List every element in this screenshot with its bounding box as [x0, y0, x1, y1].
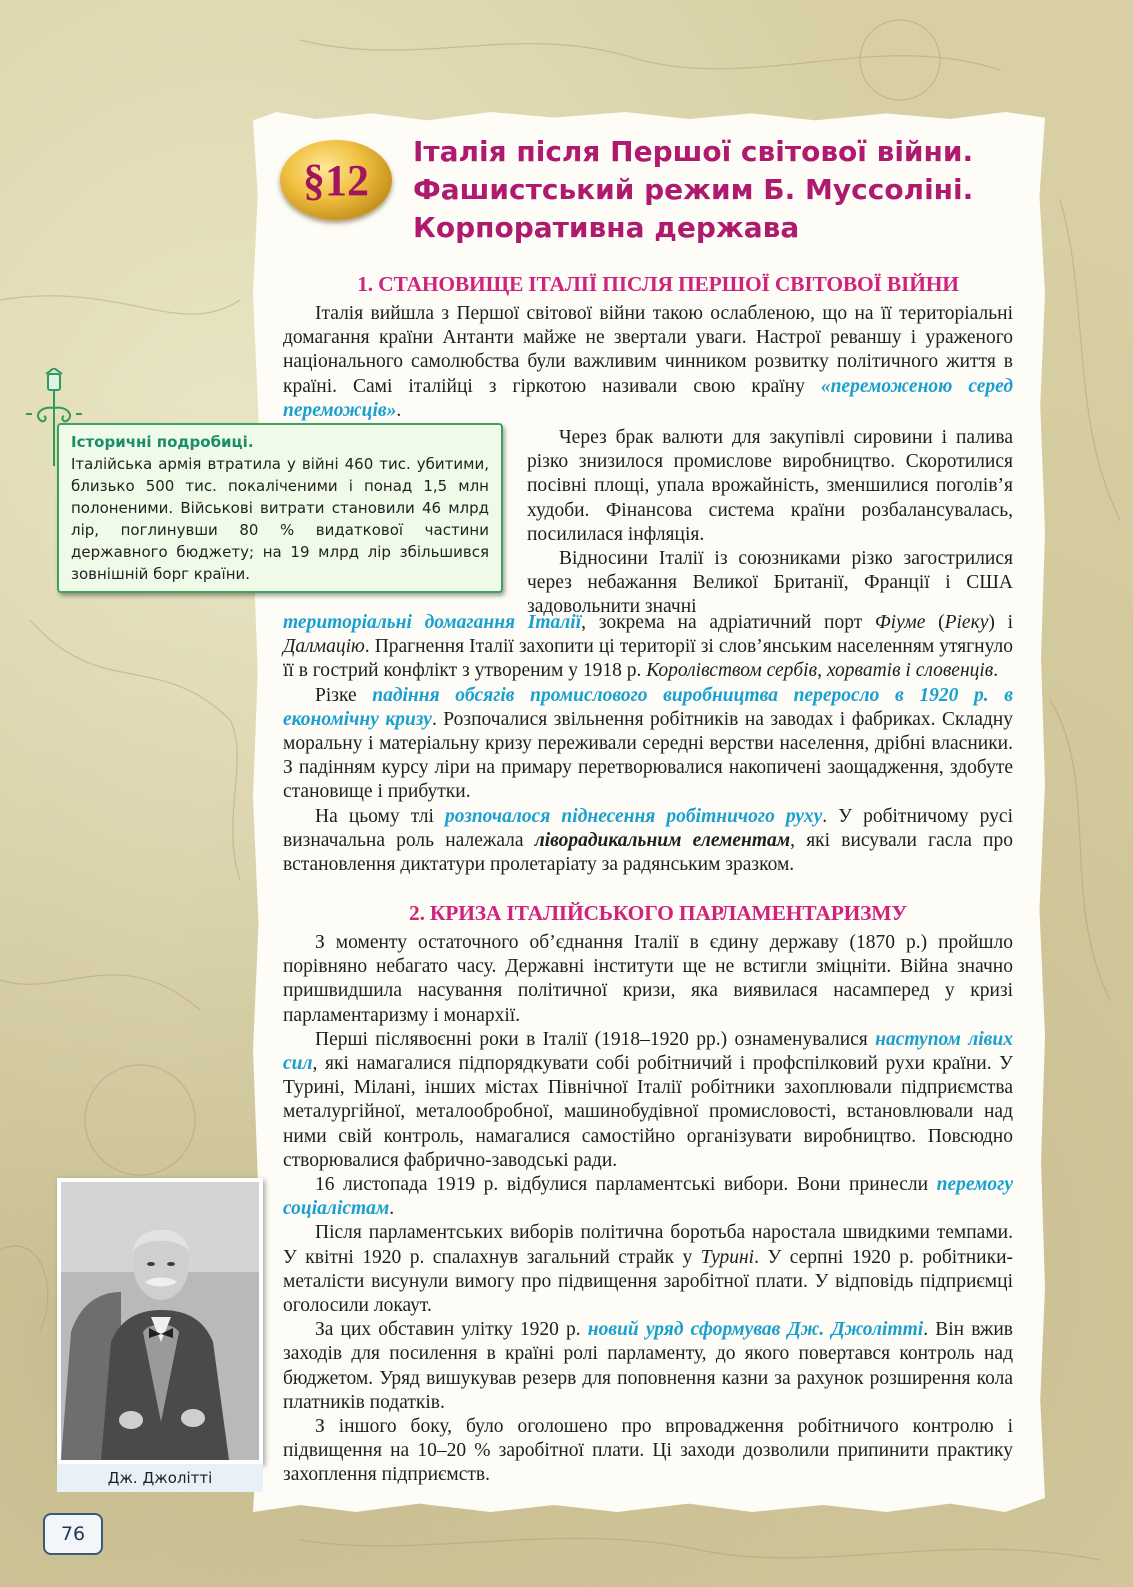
title-line-1: Італія після Першої світової війни. — [413, 135, 974, 168]
text-block-4 — [283, 931, 1013, 1488]
text-block-2 — [527, 426, 1013, 620]
page-number: 76 — [43, 1513, 103, 1555]
paragraph-8: 16 листопада 1919 р. відбулися парламентські вибори. Вони принесли перемогу соціалістам. — [283, 1174, 1013, 1220]
title-line-2: Фашистський режим Б. Муссоліні. — [413, 173, 974, 206]
paragraph-11: З іншого боку, було оголошено про впровадження робітничого контролю і підвищення на 10–20 % заробітної плати. Ці заходи дозволили припинити практику захоплення підприємств. — [283, 1416, 1013, 1486]
paragraph-1: Італія вийшла з Першої світової війни такою ослабленою, що на її територіальні домагання країни Антанти майже не звертали уваги. Настрої реваншу і ураженого національного самолюбства були важливим чинником розвитку політичного життя в країні. Самі італійці з гіркотою називали свою країну «переможеною серед переможців». — [283, 303, 1014, 421]
paragraph-3-cont: територіальні домагання Італії, зокрема на адріатичний порт Фіуме (Ріеку) і Далмацію. Прагнення Італії захопити ці території зі слов’янським населенням утягнуло її в гострий конфлікт з утвореним у 1918 р. Королівством сербів, хорватів і словенців. — [283, 612, 1013, 682]
paragraph-4: Різке падіння обсягів промислового виробництва переросло в 1920 р. в економічну кризу. Розпочалися звільнення робітників на заводах і фабриках. Складну моральну і матеріальну кризу переживали середні верстви населення, дрібні власники. З падінням курсу ліри на примару перетворювалися накопичені заощадження, здобуте становище і прибутки. — [283, 684, 1013, 803]
paragraph-5: На цьому тлі розпочалося піднесення робітничого руху. У робітничому русі визначальна роль належала ліворадикальним елементам, які висували гасла про встановлення диктатури пролетаріату за радянським зразком. — [283, 805, 1013, 876]
section-badge — [280, 140, 392, 220]
portrait-photo — [57, 1178, 263, 1464]
highlight-term: падіння обсягів промислового виробництва переросло в 1920 р. в економічну кризу — [283, 684, 1013, 730]
paragraph-9: Після парламентських виборів політична боротьба наростала швидкими темпами. У квітні 1920 р. спалахнув загальний страйк у Турині. У серпні 1920 р. робітники-металісти висунули вимогу про підвищення заробітної плати. У відповідь підприємці оголосили локаут. — [283, 1222, 1013, 1317]
box-title: Історичні подробиці. — [71, 433, 254, 451]
historical-details-box — [57, 423, 503, 593]
text-block-3 — [283, 611, 1013, 877]
box-text: Італійська армія втратила у війні 460 тис. убитими, близько 500 тис. покаліченими і понад 1,5 млн полоненими. Військові витрати становили 46 млрд лір, поглинувши 80 % видаткової частини державного бюджету; на 19 млрд лір збільшився зовнішній борг країни. — [71, 455, 489, 583]
text-block-1 — [283, 302, 1013, 423]
paragraph-2: Через брак валюти для закупівлі сировини і палива різко знизилося промислове виробництво. Скоротилися посівні площі, упала врожайність, зменшилися поголів’я худоби. Фінансова система країни розбалансувалась, посилилася інфляція. — [527, 427, 1013, 545]
paragraph-10: За цих обставин улітку 1920 р. новий уряд сформував Дж. Джолітті. Він вжив заходів для посилення в країні ролі парламенту, до якого повертався контроль над бюджетом. Уряд вишукував резерв для поповнення казни за рахунок розширення кола платників податків. — [283, 1319, 1013, 1413]
section-number: §12 — [303, 155, 369, 205]
section-heading-2: 2. КРИЗА ІТАЛІЙСЬКОГО ПАРЛАМЕНТАРИЗМУ — [409, 901, 907, 925]
highlight-term: територіальні домагання Італії — [283, 612, 582, 633]
highlight-term: новий уряд сформував Дж. Джолітті — [587, 1319, 924, 1341]
highlight-term: перемогу соціалістам — [283, 1174, 1013, 1220]
highlight-term: розпочалося піднесення робітничого руху — [444, 805, 823, 827]
title-line-3: Корпоративна держава — [413, 211, 800, 244]
section-heading-1: 1. СТАНОВИЩЕ ІТАЛІЇ ПІСЛЯ ПЕРШОЇ СВІТОВОЇ ВІЙНИ — [357, 272, 959, 296]
paragraph-3-start: Відносини Італії із союзниками різко загострилися через небажання Великої Британії, Франції і США задовольнити значні — [527, 548, 1013, 618]
paragraph-6: З моменту остаточного об’єднання Італії в єдину державу (1870 р.) пройшло порівняно небагато часу. Державні інститути ще не встигли зміцніти. Війна значно пришвидшила насування політичної кризи, яка виявилася насамперед у кризі парламентаризму і монархії. — [283, 932, 1013, 1026]
highlight-term: «переможеною серед переможців» — [283, 375, 1014, 421]
lesson-title — [413, 133, 1033, 247]
paragraph-7: Перші післявоєнні роки в Італії (1918–1920 рр.) ознаменувалися наступом лівих сил, які намагалися підпорядкувати собі робітничий і профспілковий рухи країни. У Турині, Мілані, інших містах Північної Італії робітники захоплювали підприємства металургійної, металообробної, машинобудівної промисловості, встановлювали над ними свій контроль, намагалися самостійно організувати виробництво. Повсюдно створювалися фабрично-заводські ради. — [283, 1028, 1013, 1171]
portrait-caption: Дж. Джолітті — [57, 1464, 263, 1492]
highlight-term: наступом лівих сил — [283, 1028, 1013, 1075]
portrait-image — [61, 1182, 259, 1460]
